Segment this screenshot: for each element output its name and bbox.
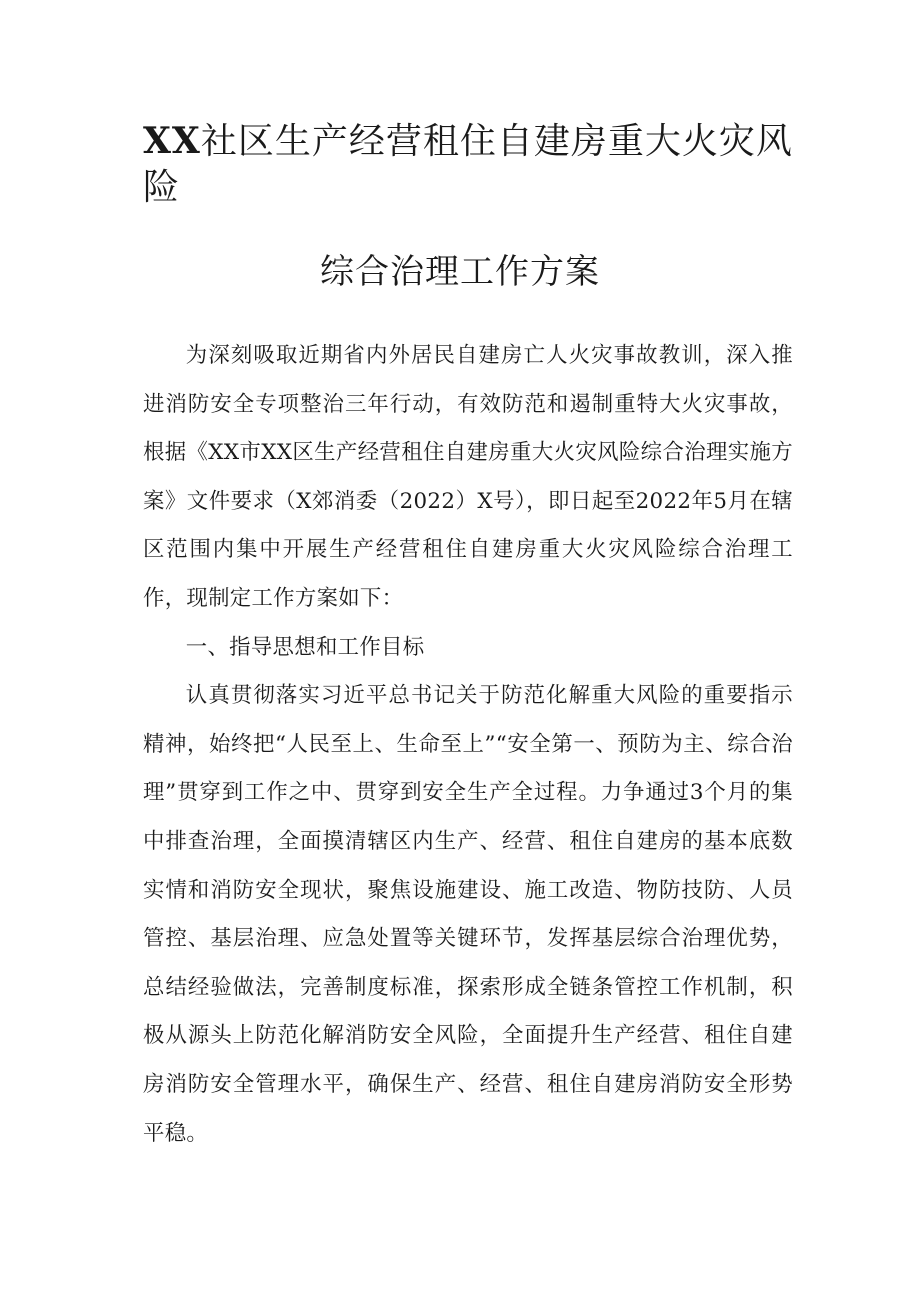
document-title — [143, 118, 793, 211]
section-paragraph: 认真贯彻落实习近平总书记关于防范化解重大风险的重要指示精神，始终把“人民至上、生命至上”“安全第一、预防为主、综合治理”贯穿到工作之中、贯穿到安全生产全过程。力争通过3个月的集中排查治理，全面摸清辖区内生产、经营、租住自建房的基本底数实情和消防安全现状，聚焦设施建设、施工改造、物防技防、人员管控、基层治理、应急处置等关键环节，发挥基层综合治理优势，总结经验做法，完善制度标准，探索形成全链条管控工作机制，积极从源头上防范化解消防安全风险，全面提升生产经营、租住自建房消防安全管理水平，确保生产、经营、租住自建房消防安全形势平稳。 — [143, 683, 793, 1146]
intro-paragraph: 为深刻吸取近期省内外居民自建房亡人火灾事故教训，深入推进消防安全专项整治三年行动，有效防范和遏制重特大火灾事故，根据《XX市XX区生产经营租住自建房重大火灾风险综合治理实施方案》文件要求（X郊消委（2022）X号），即日起至2022年5月在辖区范围内集中开展生产经营租住自建房重大火灾风险综合治理工作，现制定工作方案如下： — [143, 343, 793, 611]
title-prefix: XX — [143, 120, 201, 162]
document-subtitle: 综合治理工作方案 — [320, 252, 600, 292]
section-heading: 一、指导思想和工作目标 — [185, 634, 425, 660]
document-body — [143, 332, 793, 1158]
title-text: 社区生产经营租住自建房重大火灾风险 — [143, 121, 793, 208]
